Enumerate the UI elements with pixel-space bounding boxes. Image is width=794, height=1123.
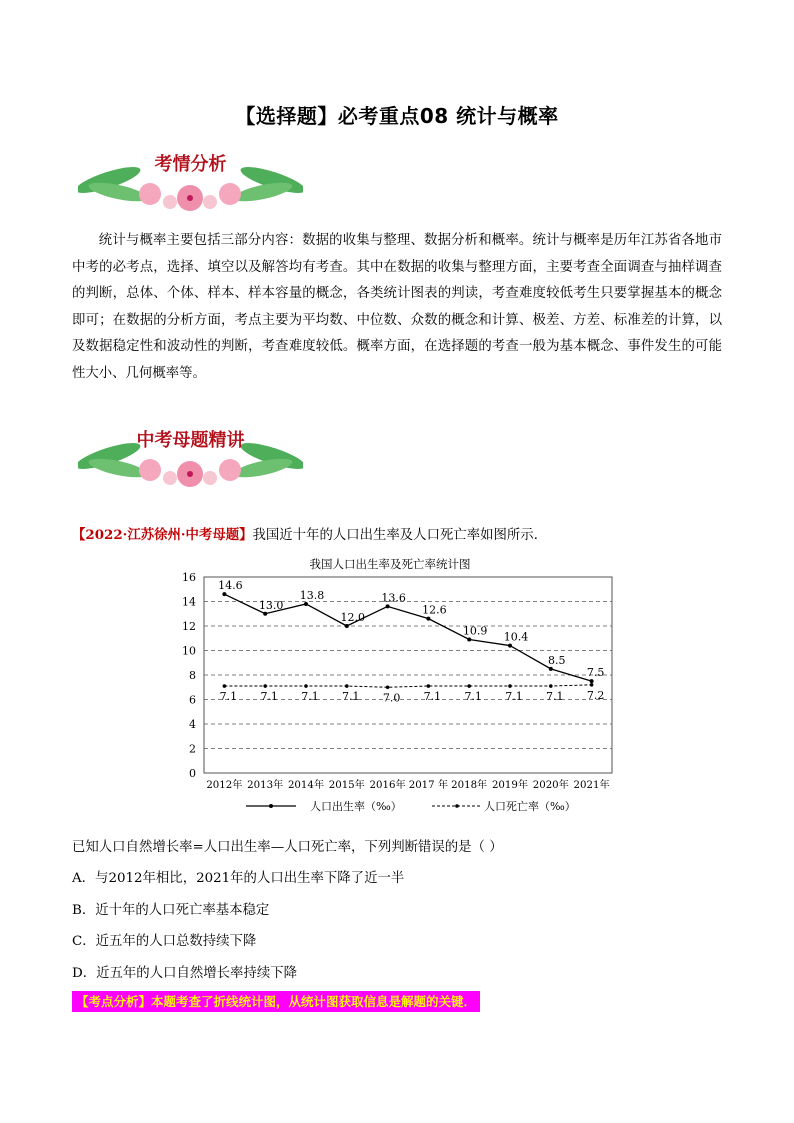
birth-rate-point (467, 637, 471, 641)
problem-stem (72, 524, 722, 543)
birth-rate-data-label: 12.0 (340, 611, 366, 624)
birth-rate-point (590, 679, 594, 683)
birth-rate-data-label: 7.5 (586, 666, 605, 680)
birth-rate-data-label: 13.8 (299, 588, 325, 602)
problem-text: 我国近十年的人口出生率及人口死亡率如图所示． (252, 528, 548, 543)
intro-paragraph: 统计与概率主要包括三部分内容：数据的收集与整理、数据分析和概率。统计与概率是历年江苏省各地市中考的必考点，选择、填空以及解答均有考查。其中在数据的收集与整理方面，主要考查全面调查与抽样调查的判断，总体、个体、样本、样本容量的概念，各类统计图表的判读，考查难度较低考生只要掌握基本的概念即可；在数据的分析方面，考点主要为平均数、中位数、众数的概念和计算、极差、方差、标准差的计算，以及数据稳定性和波动性的判断，考查难度较低。概率方面，在选择题的考查一般为基本概念、事件发生的可能性大小、几何概率等。 (72, 233, 722, 381)
birth-rate-data-label: 14.6 (218, 579, 243, 593)
y-tick-label: 6 (189, 693, 196, 707)
x-tick-label: 2013年 (247, 780, 284, 791)
death-rate-data-label: 7.1 (260, 690, 278, 704)
x-tick-label: 2019年 (491, 780, 529, 791)
birth-rate-point (304, 602, 308, 606)
y-tick-label: 0 (189, 767, 196, 780)
option-d: D．近五年的人口自然增长率持续下降 (72, 966, 297, 981)
birth-rate-data-label: 12.6 (422, 603, 447, 617)
legend-death-label: 人口死亡率（‰） (484, 800, 576, 813)
death-rate-data-label: 7.2 (586, 688, 605, 702)
death-rate-data-label: 7.1 (505, 690, 523, 704)
death-rate-point (304, 684, 308, 688)
analysis-highlight: 【考点分析】本题考查了折线统计图，从统计图获取信息是解题的关键． (72, 991, 480, 1012)
death-rate-point (223, 684, 227, 688)
y-tick-label: 12 (182, 620, 196, 633)
y-tick-label: 14 (182, 595, 196, 609)
death-rate-point (508, 684, 512, 688)
option-b: B．近十年的人口死亡率基本稳定 (72, 903, 270, 918)
death-rate-point (590, 683, 594, 687)
banner-title: 考情分析 (154, 154, 227, 175)
birth-rate-point (222, 592, 226, 596)
problem-source: 【2022·江苏徐州·中考母题】 (72, 527, 253, 543)
y-tick-label: 10 (182, 644, 196, 658)
death-rate-point (345, 684, 349, 688)
section-banner-problems (78, 424, 303, 492)
x-tick-label: 2014年 (287, 780, 325, 791)
section-banner-analysis (78, 148, 303, 216)
banner-title: 中考母题精讲 (136, 430, 245, 451)
x-tick-label: 2020年 (532, 780, 569, 791)
death-rate-data-label: 7.0 (382, 691, 401, 705)
death-rate-point (427, 684, 431, 688)
y-tick-label: 8 (189, 669, 196, 682)
x-tick-label: 2012年 (206, 780, 243, 791)
legend-birth-marker (269, 804, 273, 808)
death-rate-point (467, 684, 471, 688)
birth-rate-data-label: 13.0 (258, 598, 284, 612)
death-rate-data-label: 7.1 (342, 690, 360, 704)
x-tick-label: 2018年 (451, 780, 488, 791)
y-tick-label: 2 (189, 742, 196, 756)
question-text: 已知人口自然增长率=人口出生率—人口死亡率，下列判断错误的是（ ） (72, 840, 503, 855)
x-tick-label: 2017 年 (408, 780, 449, 791)
page-title: 【选择题】必考重点08 统计与概率 (235, 104, 559, 128)
x-tick-label: 2015年 (328, 780, 365, 791)
death-rate-data-label: 7.1 (423, 690, 442, 704)
birth-rate-data-label: 10.9 (462, 624, 488, 638)
death-rate-line (224, 685, 591, 687)
chart-title: 我国人口出生率及死亡率统计图 (309, 557, 471, 571)
y-tick-label: 4 (189, 718, 196, 731)
birth-rate-point (386, 604, 390, 608)
death-rate-data-label: 7.1 (546, 690, 564, 704)
death-rate-point (263, 684, 267, 688)
birth-rate-data-label: 10.4 (503, 630, 529, 644)
y-tick-label: 16 (182, 571, 196, 584)
option-a: A．与2012年相比，2021年的人口出生率下降了近一半 (72, 871, 405, 886)
legend-birth-label: 人口出生率（‰） (310, 800, 402, 813)
x-tick-label: 2016年 (369, 780, 406, 791)
birth-rate-point (508, 644, 512, 648)
birth-rate-data-label: 8.5 (548, 653, 566, 667)
death-rate-point (386, 685, 390, 689)
death-rate-data-label: 7.1 (464, 690, 482, 704)
birth-rate-point (549, 667, 553, 671)
birth-rate-point (263, 612, 267, 616)
death-rate-data-label: 7.1 (219, 690, 238, 704)
legend-death-marker (455, 804, 459, 808)
birth-rate-point (426, 617, 430, 621)
option-c: C．近五年的人口总数持续下降 (72, 934, 257, 949)
birth-rate-data-label: 13.6 (381, 591, 406, 605)
x-tick-label: 2021年 (573, 780, 610, 791)
birth-rate-point (345, 624, 349, 628)
death-rate-data-label: 7.1 (301, 690, 319, 704)
death-rate-point (549, 684, 553, 688)
line-chart (160, 552, 620, 822)
